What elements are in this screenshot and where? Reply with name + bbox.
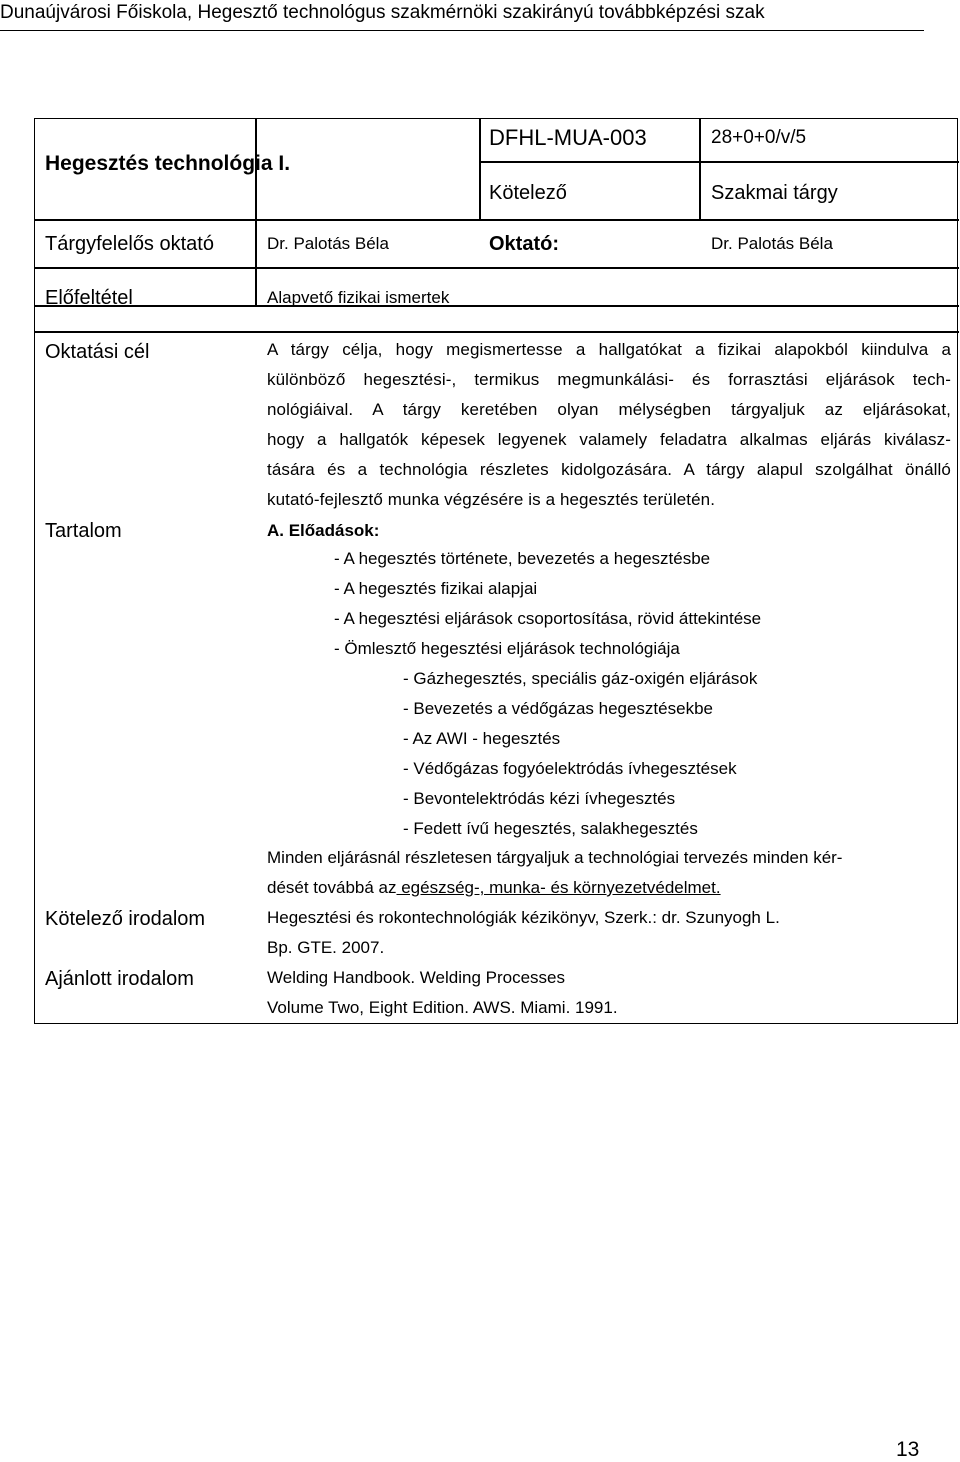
content-section-title: A. Előadások: bbox=[267, 521, 380, 540]
row-divider-1 bbox=[479, 161, 959, 163]
header-title: Dunaújvárosi Főiskola, Hegesztő technológus szakmérnöki szakirányú továbbképzési szak bbox=[0, 2, 765, 23]
goal-line: kutató-fejlesztő munka végzésére is a hegesztés területén. bbox=[267, 490, 716, 509]
goal-line: nológiáival. A tárgy keretében olyan mélységben tárgyaljuk az eljárásokat, bbox=[267, 400, 951, 419]
goal-label: Oktatási cél bbox=[45, 341, 150, 363]
list-item: - Védőgázas fogyóelektródás ívhegesztések bbox=[403, 759, 737, 778]
course-table bbox=[34, 118, 958, 1024]
goal-line: különböző hegesztési-, termikus megmunkálási- és forrasztási eljárások tech- bbox=[267, 370, 951, 389]
row-divider-2 bbox=[35, 219, 959, 221]
course-code: DFHL-MUA-003 bbox=[489, 125, 647, 150]
list-item: - Az AWI - hegesztés bbox=[403, 729, 561, 748]
list-item: - Bevezetés a védőgázas hegesztésekbe bbox=[403, 699, 713, 718]
row-divider-5 bbox=[35, 331, 959, 333]
course-type: Szakmai tárgy bbox=[711, 182, 838, 204]
course-name: Hegesztés technológia I. bbox=[45, 152, 291, 175]
content-label: Tartalom bbox=[45, 520, 122, 542]
list-item: - Gázhegesztés, speciális gáz-oxigén eljárások bbox=[403, 669, 758, 688]
course-hours: 28+0+0/v/5 bbox=[711, 127, 807, 148]
course-status: Kötelező bbox=[489, 182, 567, 204]
goal-line: A tárgy célja, hogy megismertesse a hallgatókat a fizikai alapokból kiindulva a bbox=[267, 340, 951, 359]
content-closing bbox=[267, 843, 842, 903]
teacher-label: Oktató: bbox=[489, 233, 559, 255]
goal-line: tására és a technológia részletes kidolgozására. A tárgy alapul szolgálhat önálló bbox=[267, 460, 951, 479]
closing-plain: dését továbbá az bbox=[267, 878, 397, 897]
required-lit-label: Kötelező irodalom bbox=[45, 908, 206, 930]
teacher-value: Dr. Palotás Béla bbox=[711, 234, 833, 253]
recommended-lit-label: Ajánlott irodalom bbox=[45, 968, 194, 990]
closing-line: Minden eljárásnál részletesen tárgyaljuk a technológiai tervezés minden kér- bbox=[267, 848, 843, 867]
list-item: - Ömlesztő hegesztési eljárások technológiája bbox=[334, 639, 680, 658]
list-item: - Fedett ívű hegesztés, salakhegesztés bbox=[403, 819, 698, 838]
goal-text bbox=[267, 335, 951, 515]
list-item: - A hegesztés fizikai alapjai bbox=[334, 579, 538, 598]
content-subitems bbox=[403, 664, 757, 844]
col-divider-3 bbox=[699, 119, 701, 219]
col-divider-1 bbox=[255, 119, 257, 305]
required-lit bbox=[267, 903, 780, 963]
closing-underlined: egészség-, munka- és környezetvédelmet. bbox=[396, 878, 721, 897]
goal-line: hogy a hallgatók képesek legyenek valamely feladatra alkalmas eljárás kiválasz- bbox=[267, 430, 951, 449]
row-divider-4 bbox=[35, 305, 959, 307]
recommended-lit bbox=[267, 963, 618, 1023]
col-divider-2 bbox=[479, 119, 481, 219]
recommended-lit-line: Welding Handbook. Welding Processes bbox=[267, 968, 565, 987]
recommended-lit-line: Volume Two, Eight Edition. AWS. Miami. 1991. bbox=[267, 998, 618, 1017]
page-header bbox=[0, 0, 924, 31]
responsible-label: Tárgyfelelős oktató bbox=[45, 233, 214, 255]
list-item: - Bevontelektródás kézi ívhegesztés bbox=[403, 789, 676, 808]
content-items bbox=[334, 544, 761, 664]
responsible-value: Dr. Palotás Béla bbox=[267, 234, 389, 253]
list-item: - A hegesztési eljárások csoportosítása, rövid áttekintése bbox=[334, 609, 762, 628]
row-divider-3 bbox=[35, 267, 959, 269]
prereq-label: Előfeltétel bbox=[45, 287, 133, 309]
closing-line bbox=[267, 873, 842, 903]
prereq-value: Alapvető fizikai ismertek bbox=[267, 288, 450, 307]
list-item: - A hegesztés története, bevezetés a hegesztésbe bbox=[334, 549, 711, 568]
page-number: 13 bbox=[896, 1438, 920, 1461]
required-lit-line: Hegesztési és rokontechnológiák kézikönyv, Szerk.: dr. Szunyogh L. bbox=[267, 908, 780, 927]
required-lit-line: Bp. GTE. 2007. bbox=[267, 938, 385, 957]
